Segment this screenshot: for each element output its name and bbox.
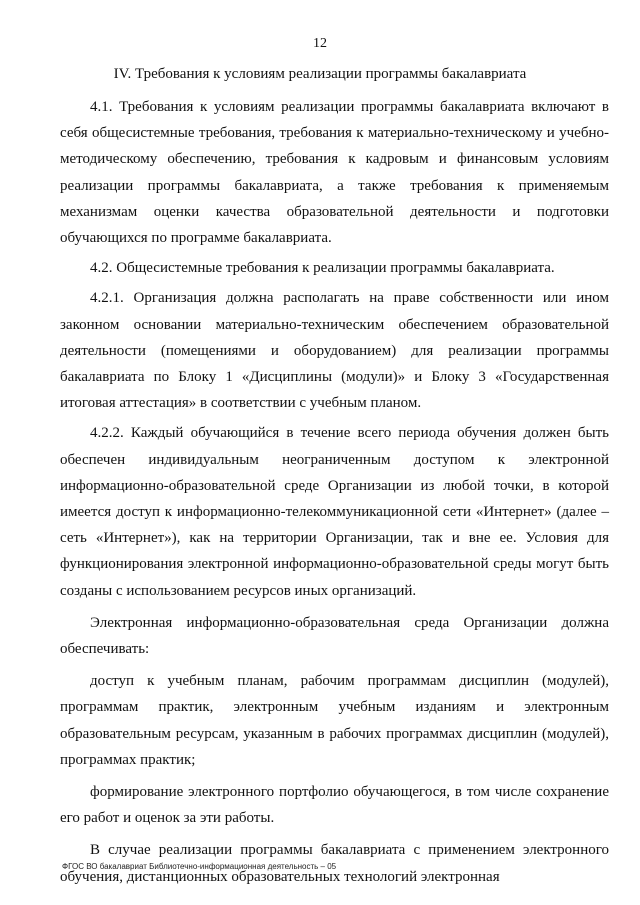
paragraph-eios-intro: Электронная информационно-образовательная среда Организации должна обеспечивать:: [60, 614, 609, 658]
paragraph-4-2-2: 4.2.2. Каждый обучающийся в течение всего периода обучения должен быть обеспечен индивидуальным неограниченным доступом к электронной информационно-образовательной среде Организации из любой точки, в которой имеется доступ к информационно-телекоммуникационной сети «Интернет» (далее – сеть «Интернет»), как на территории Организации, так и вне ее. Условия для функционирования электронной информационно-образовательной среды могут быть созданы с использованием ресурсов иных организаций.: [60, 425, 609, 599]
paragraph-4-2: 4.2. Общесистемные требования к реализации программы бакалавриата.: [90, 260, 555, 277]
paragraph-e-learning: В случае реализации программы бакалавриата с применением электронного обучения, дистанционных образовательных технологий электронная: [60, 842, 609, 885]
paragraph-4-1: 4.1. Требования к условиям реализации программы бакалавриата включают в себя общесистемные требования, требования к материально-техническому и учебно-методическому обеспечению, требования к кадровым и финансовым условиям реализации программы бакалавриата, а также требования к применяемым механизмам оценки качества образовательной деятельности и подготовки обучающихся по программе бакалавриата.: [60, 99, 609, 247]
body-text: [60, 94, 609, 894]
paragraph-access-list-item: доступ к учебным планам, рабочим программам дисциплин (модулей), программам практик, электронным учебным изданиям и электронным образовательным ресурсам, указанным в рабочих программах дисциплин (модулей), программах практик;: [60, 673, 609, 768]
paragraph-portfolio-list-item: формирование электронного портфолио обучающегося, в том числе сохранение его работ и оценок за эти работы.: [60, 784, 609, 827]
section-heading: IV. Требования к условиям реализации программы бакалавриата: [113, 66, 527, 82]
document-footer: ФГОС ВО бакалавриат Библиотечно-информационная деятельность – 05: [62, 862, 337, 871]
paragraph-4-2-1: 4.2.1. Организация должна располагать на праве собственности или ином законном основании материально-техническим обеспечением образовательной деятельности (помещениями и оборудованием) для реализации программы бакалавриата по Блоку 1 «Дисциплины (модули)» и Блоку 3 «Государственная итоговая аттестация» в соответствии с учебным планом.: [60, 290, 609, 412]
page-number: 12: [313, 36, 327, 51]
